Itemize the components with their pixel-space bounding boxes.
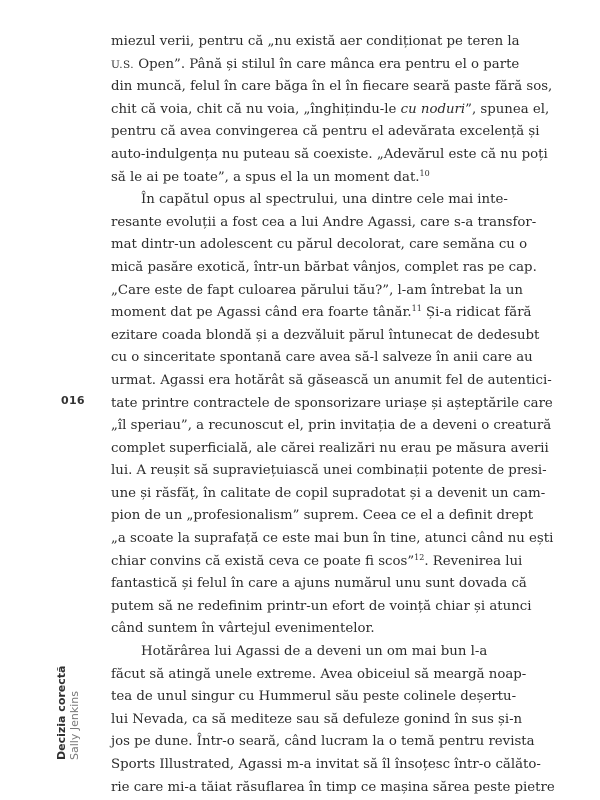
text-line [111, 302, 571, 325]
text-span: Și-a ridicat fără [421, 305, 532, 321]
text-line: une și răsfăț, în calitate de copil supradotat și a devenit un cam- [111, 485, 546, 501]
paragraph [111, 189, 571, 641]
text-line: mat dintr-un adolescent cu părul decolorat, care semăna cu o [111, 237, 528, 253]
text-line: auto-indulgența nu puteau să coexiste. „Adevărul este că nu poți [111, 146, 548, 162]
italic-text: cu noduri [400, 101, 466, 117]
paragraph [111, 31, 571, 189]
text-line: lui Nevada, ca să mediteze sau să defuleze gonind în sus și-n [111, 711, 523, 727]
text-line: jos pe dune. Într-o seară, când lucram la o temă pentru revista [111, 734, 535, 750]
text-line: „Care este de fapt culoarea părului tău?”, l-am întrebat la un [111, 282, 523, 298]
text-line: mică pasăre exotică, într-un bărbat vânjos, complet ras pe cap. [111, 259, 537, 275]
text-span: să le ai pe toate”, a spus el la un moment dat. [111, 169, 420, 185]
body-text [111, 31, 571, 799]
text-line: lui. A reușit să supraviețuiască unei combinații potente de presi- [111, 463, 547, 479]
text-line [111, 54, 571, 77]
text-span: ”, spunea el, [465, 101, 550, 117]
text-line: „a scoate la suprafață ce este mai bun în tine, atunci când nu ești [111, 531, 554, 547]
text-line [111, 551, 571, 574]
text-line: „îl speriau”, a recunoscut el, prin invitația de a deveni o creatură [111, 418, 552, 434]
text-span: moment dat pe Agassi când era foarte tânăr. [111, 305, 412, 321]
text-line: rie care mi-a tăiat răsuflarea în timp ce mașina sărea peste pietre [111, 779, 555, 795]
text-line: resante evoluții a fost cea a lui Andre Agassi, care s-a transfor- [111, 214, 537, 230]
text-line [111, 167, 571, 190]
text-span: . Revenirea lui [424, 553, 523, 569]
paragraph [111, 641, 571, 799]
text-span: chiar convins că există ceva ce poate fi scos” [111, 553, 415, 569]
text-line: În capătul opus al spectrului, una dintre cele mai inte- [141, 192, 508, 208]
text-line: Hotărârea lui Agassi de a deveni un om mai bun l-a [141, 644, 488, 660]
text-line: tea de unul singur cu Hummerul său peste colinele deșertu- [111, 689, 517, 705]
text-line: pion de un „profesionalism” suprem. Ceea ce el a definit drept [111, 508, 534, 524]
text-line: ezitare coada blondă și a dezvăluit părul întunecat de dedesubt [111, 327, 540, 343]
text-line: complet superficială, ale cărei realizări nu erau pe măsura averii [111, 440, 549, 456]
footnote-marker: 11 [411, 304, 422, 314]
text-line: tate printre contractele de sponsorizare uriașe și așteptările care [111, 395, 553, 411]
footnote-marker: 10 [419, 168, 430, 178]
small-caps-text: U.S. [111, 58, 134, 71]
text-line: fantastică și felul în care a ajuns numărul unu sunt dovada că [111, 576, 527, 592]
book-title: Decizia corectă [55, 665, 68, 760]
text-span: Open”. Până și stilul în care mânca era pentru el o parte [133, 56, 520, 72]
text-line: Sports Illustrated, Agassi m-a invitat să îl însoțesc într-o călăto- [111, 757, 541, 772]
text-line [111, 99, 571, 122]
running-head [55, 666, 81, 760]
text-line: urmat. Agassi era hotărât să găsească un anumit fel de autentici- [111, 372, 552, 388]
footnote-marker: 12 [414, 552, 425, 562]
text-line: când suntem în vârtejul evenimentelor. [111, 621, 375, 637]
text-span: chit că voia, chit că nu voia, „înghițindu-le [111, 101, 401, 117]
page-number: 016 [61, 394, 85, 407]
text-line: din muncă, felul în care băga în el în fiecare seară paste fără sos, [111, 79, 553, 95]
text-line: pentru că avea convingerea că pentru el adevărata excelență și [111, 124, 540, 140]
author-name: Sally Jenkins [68, 691, 81, 760]
text-line: făcut să atingă unele extreme. Avea obiceiul să meargă noap- [111, 666, 527, 682]
text-line: cu o sinceritate spontană care avea să-l salveze în anii care au [111, 350, 533, 366]
text-line: miezul verii, pentru că „nu există aer condiționat pe teren la [111, 34, 520, 49]
text-line: putem să ne redefinim printr-un efort de voință chiar și atunci [111, 598, 532, 614]
